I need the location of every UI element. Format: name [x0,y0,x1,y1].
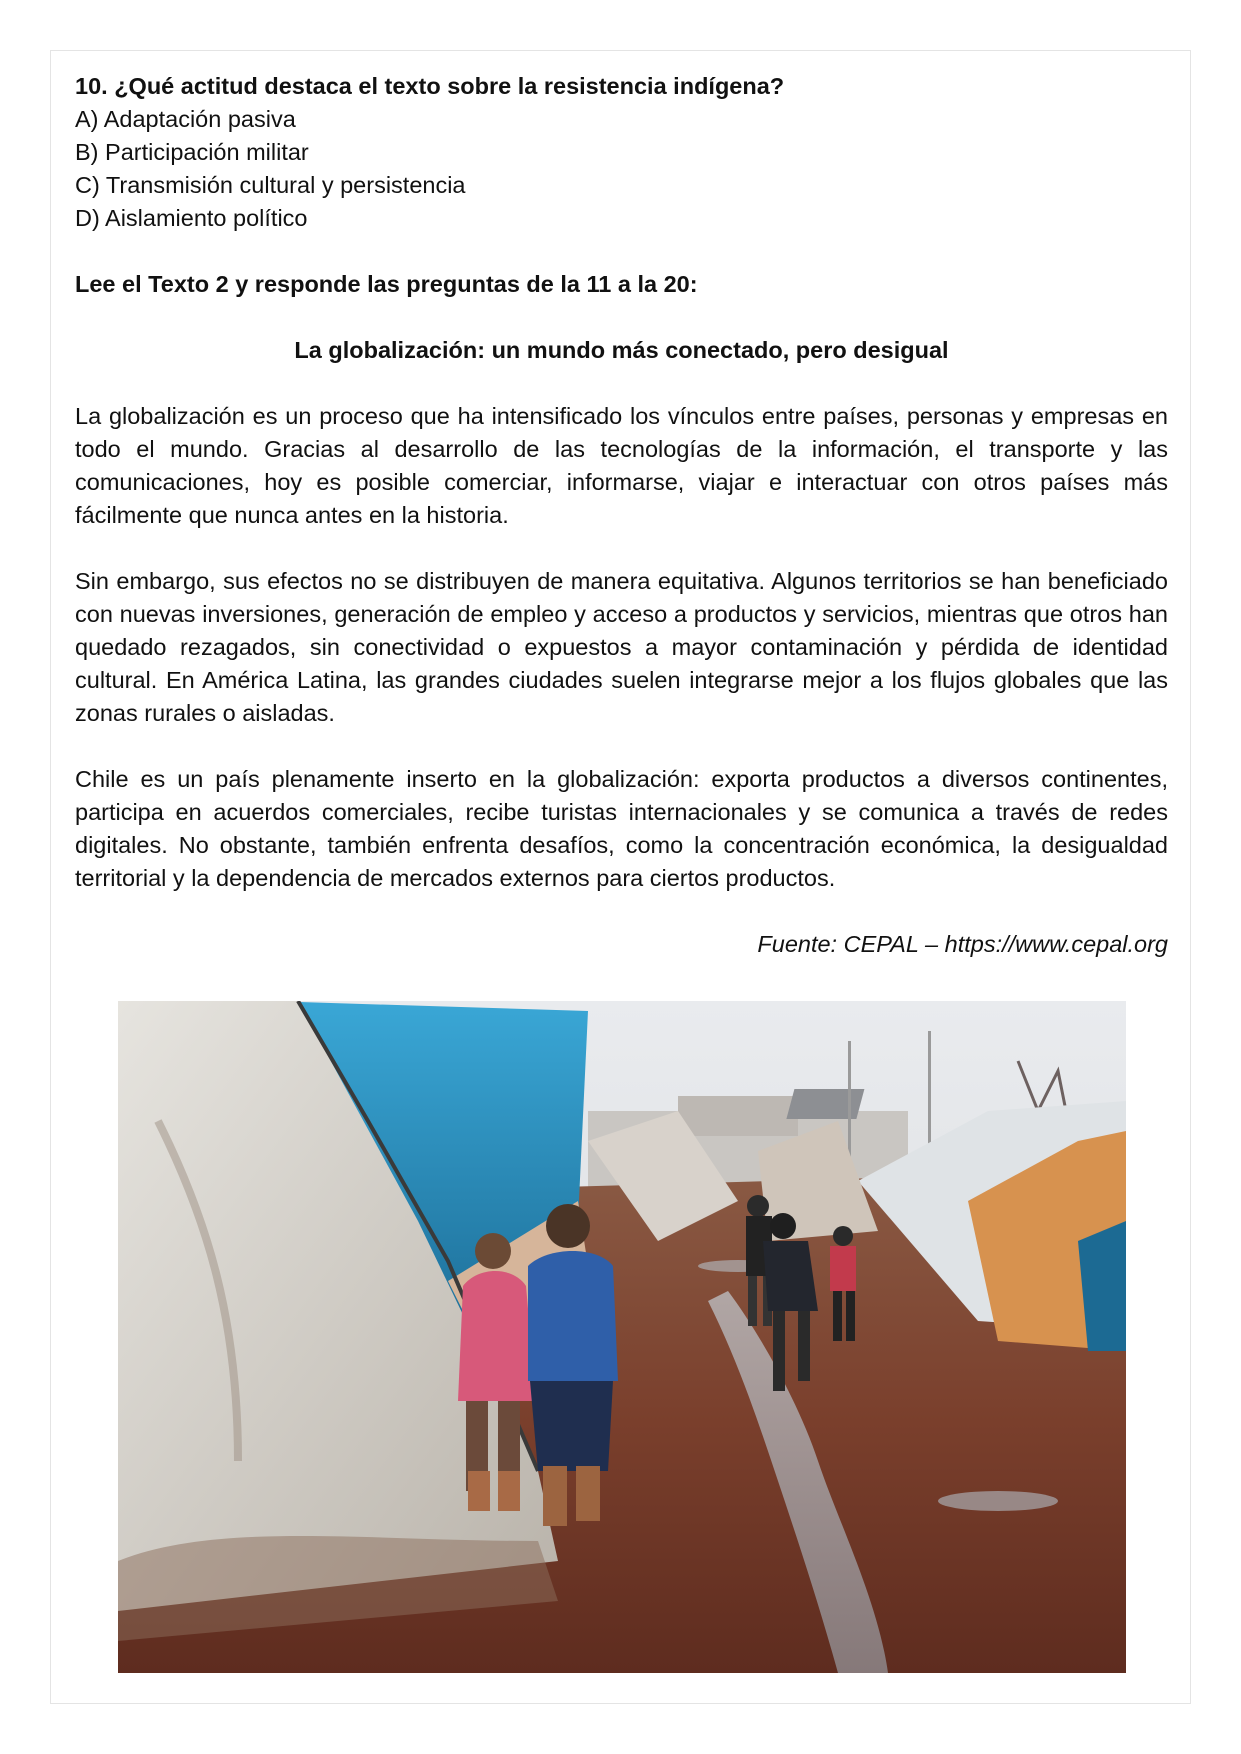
paragraph-1: La globalización es un proceso que ha intensificado los vínculos entre países, personas y empresas en todo el mundo. Gracias al desarrollo de las tecnologías de la información, el transporte y las comunicaciones, hoy es posible comerciar, informarse, viajar e interactuar con otros países más fácilmente que nunca antes en la historia. [75,403,1168,528]
document-content [75,70,1168,961]
text-2-title: La globalización: un mundo más conectado, pero desigual [294,337,949,363]
option-b: B) Participación militar [75,139,309,165]
option-c: C) Transmisión cultural y persistencia [75,172,466,198]
option-a: A) Adaptación pasiva [75,106,296,132]
paragraph-2: Sin embargo, sus efectos no se distribuyen de manera equitativa. Algunos territorios se han beneficiado con nuevas inversiones, generación de empleo y acceso a productos y servicios, mientras que otros han quedado rezagados, sin conectividad o expuestos a mayor contaminación y pérdida de identidad cultural. En América Latina, las grandes ciudades suelen integrarse mejor a los flujos globales que las zonas rurales o aisladas. [75,568,1168,726]
text-2-instruction: Lee el Texto 2 y responde las preguntas de la 11 a la 20: [75,271,698,297]
option-d: D) Aislamiento político [75,205,308,231]
source-citation: Fuente: CEPAL – https://www.cepal.org [757,931,1168,957]
question-10-title: 10. ¿Qué actitud destaca el texto sobre la resistencia indígena? [75,73,785,99]
paragraph-3: Chile es un país plenamente inserto en la globalización: exporta productos a diversos continentes, participa en acuerdos comerciales, recibe turistas internacionales y se comunica a través de redes digitales. No obstante, también enfrenta desafíos, como la concentración económica, la desigualdad territorial y la dependencia de mercados externos para ciertos productos. [75,766,1168,891]
refugee-camp-photo [118,1001,1126,1673]
